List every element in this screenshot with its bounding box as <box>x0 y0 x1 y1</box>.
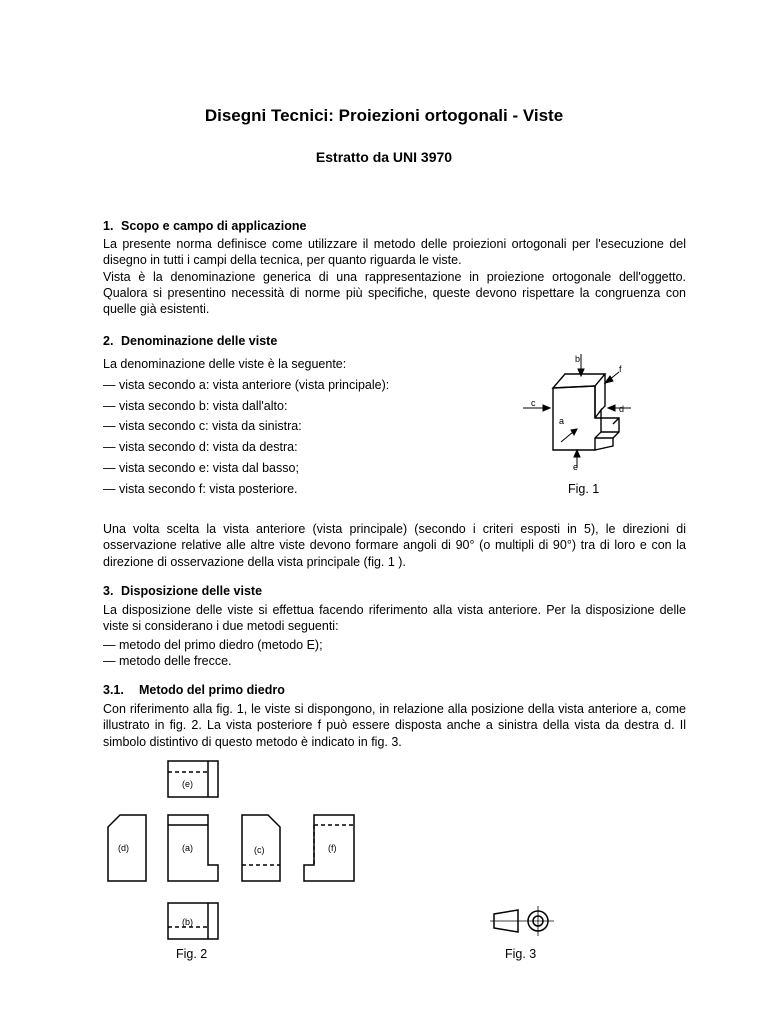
fig2-label-c: (c) <box>254 845 265 855</box>
fig1-label-e: e <box>573 462 579 472</box>
view-b-outline <box>168 903 218 939</box>
section-3-1-paragraph: Con riferimento alla fig. 1, le viste si dispongono, in relazione alla posizione della vista anteriore a, come illustrato in fig. 2. La vista posteriore f può essere disposta anche a sinistra della vista da destra d. Il simbolo distintivo di questo metodo è indicato in fig. 3. <box>103 702 686 749</box>
fig1-label-a: a <box>559 416 565 426</box>
fig1-label-f: f <box>619 364 622 374</box>
figure-2-first-angle-views <box>100 755 400 945</box>
section-3-1-number: 3.1. <box>103 683 124 697</box>
fig2-label-e: (e) <box>182 779 193 789</box>
section-2-paragraph: Una volta scelta la vista anteriore (vista principale) (secondo i criteri esposti in 5), le direzioni di osservazione relative alle altre viste devono formare angoli di 90° (o multipli di 90°) tra di loro e con la direzione di osservazione della vista principale (fig. 1 ). <box>103 522 686 569</box>
section-3-1-title: Metodo del primo diedro <box>139 683 285 697</box>
view-list-item: — vista secondo b: vista dall'alto: <box>103 398 288 413</box>
figure-2-caption: Fig. 2 <box>176 947 208 961</box>
section-3-heading <box>103 584 262 598</box>
section-3-number: 3. <box>103 584 114 598</box>
figure-3-first-angle-symbol <box>488 904 556 938</box>
fig1-label-c: c <box>531 398 536 408</box>
section-1-paragraph-1: La presente norma definisce come utilizzare il metodo delle proiezioni ortogonali per l'esecuzione del disegno in tutti i campi della tecnica, per quanto riguarda le viste. <box>103 237 686 268</box>
section-2-number: 2. <box>103 334 114 348</box>
view-list-item: — vista secondo d: vista da destra: <box>103 440 298 455</box>
view-list-item: — vista secondo a: vista anteriore (vista principale): <box>103 377 390 392</box>
section-1-body <box>103 236 686 317</box>
section-1-number: 1. <box>103 219 114 233</box>
section-2-view-list <box>103 354 433 500</box>
document-title: Disegni Tecnici: Proiezioni ortogonali - Viste <box>204 106 564 125</box>
section-2-intro: La denominazione delle viste è la seguente: <box>103 357 347 371</box>
section-3-1-heading <box>103 683 285 697</box>
fig2-label-d: (d) <box>118 843 129 853</box>
section-3-title: Disposizione delle viste <box>121 584 263 598</box>
document-subtitle: Estratto da UNI 3970 <box>315 149 453 165</box>
method-list-item: — metodo delle frecce. <box>103 653 232 668</box>
section-1-title: Scopo e campo di applicazione <box>121 219 307 233</box>
fig2-label-f: (f) <box>328 843 337 853</box>
figure-3-caption: Fig. 3 <box>505 947 537 961</box>
fig1-label-b: b <box>575 354 581 364</box>
section-3-paragraph: La disposizione delle viste si effettua facendo riferimento alla vista anteriore. Per la disposizione delle viste si considerano i due metodi seguenti: <box>103 603 686 634</box>
fig2-label-a: (a) <box>182 843 193 853</box>
section-2-title: Denominazione delle viste <box>121 334 278 348</box>
figure-1-caption: Fig. 1 <box>568 482 600 496</box>
figure-1-isometric-block <box>515 350 635 475</box>
section-1-paragraph-2: Vista è la denominazione generica di una rappresentazione in proiezione ortogonale dell'oggetto. Qualora si presentino necessità di norme più specifiche, queste devono rispettare la congruenza con quelle già esistenti. <box>103 269 686 317</box>
view-e-outline <box>168 761 218 797</box>
fig1-label-d: d <box>619 404 625 414</box>
fig2-label-b: (b) <box>182 917 193 927</box>
view-list-item: — vista secondo f: vista posteriore. <box>103 481 298 496</box>
section-3-method-list <box>103 638 686 669</box>
view-list-item: — vista secondo e: vista dal basso; <box>103 460 299 475</box>
section-2-heading <box>103 334 277 348</box>
view-list-item: — vista secondo c: vista da sinistra: <box>103 419 302 434</box>
method-list-item: — metodo del primo diedro (metodo E); <box>103 638 323 652</box>
section-1-heading <box>103 219 306 233</box>
